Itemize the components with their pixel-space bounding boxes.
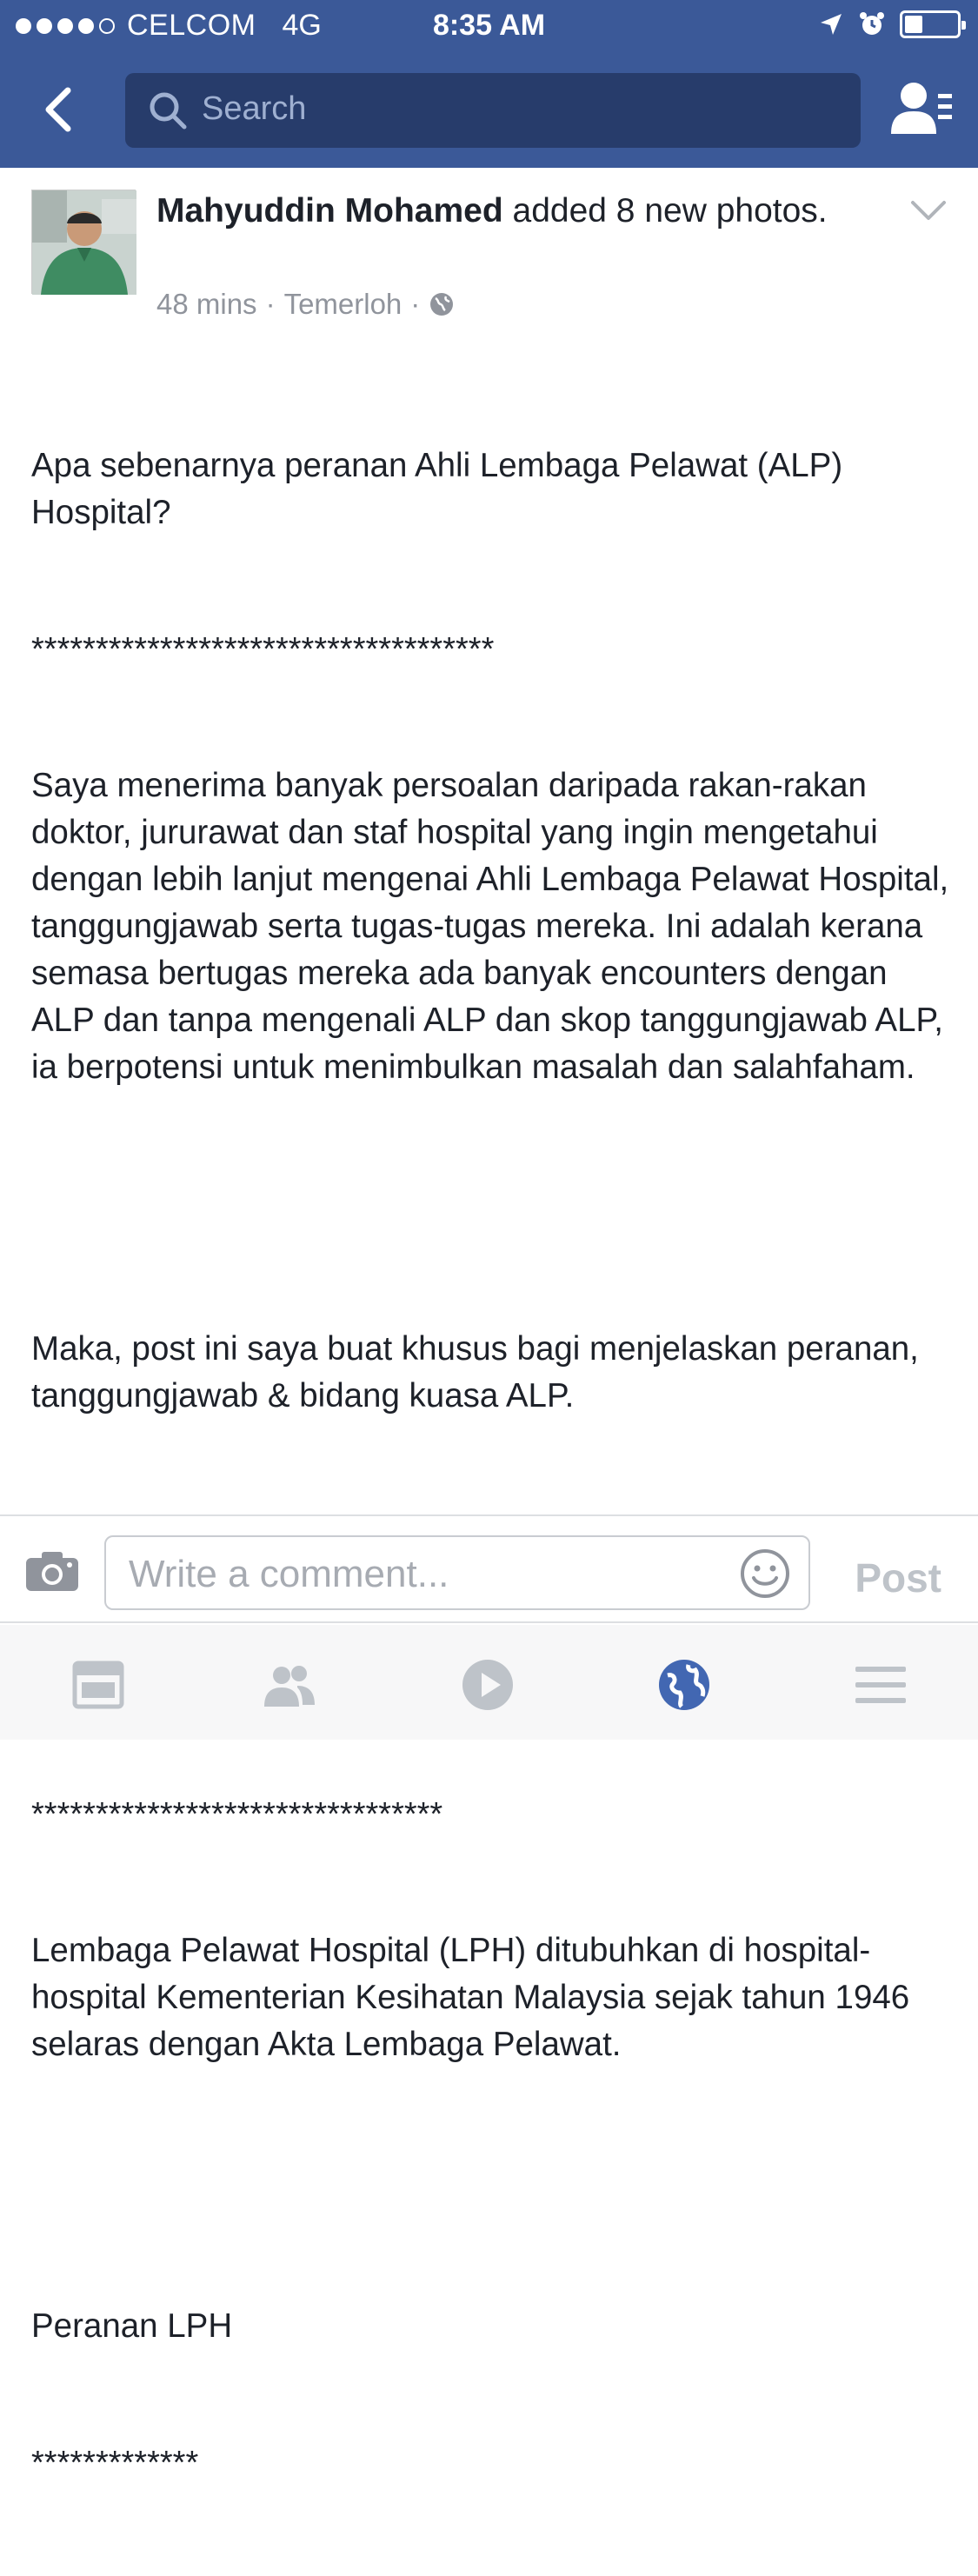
search-input[interactable]: Search xyxy=(202,90,307,127)
avatar-photo xyxy=(32,190,136,295)
battery-fill xyxy=(905,16,922,33)
alarm-clock-icon xyxy=(858,10,886,38)
post-paragraph: Peranan LPH xyxy=(31,2307,233,2345)
post-paragraph: Apa sebenarnya peranan Ahli Lembaga Pelawat (ALP) Hospital? xyxy=(31,447,852,531)
post-meta xyxy=(156,288,455,321)
bottom-tab-bar xyxy=(0,1625,978,1740)
author-avatar[interactable] xyxy=(31,190,136,294)
battery-icon xyxy=(900,10,961,38)
paragraph-gap xyxy=(31,1185,953,1232)
post-comment-button[interactable]: Post xyxy=(855,1555,941,1601)
paragraph-gap xyxy=(31,2162,953,2209)
search-bar[interactable] xyxy=(125,73,861,148)
comment-placeholder: Write a comment... xyxy=(129,1553,449,1595)
emoji-smiley-icon[interactable] xyxy=(739,1548,791,1600)
post-headline xyxy=(156,189,904,233)
nav-row xyxy=(0,73,978,148)
post-time[interactable]: 48 mins xyxy=(156,288,257,320)
post-action: added 8 new photos. xyxy=(502,192,828,230)
comment-input[interactable] xyxy=(104,1535,810,1610)
camera-icon[interactable] xyxy=(24,1549,80,1593)
menu-tab-icon[interactable] xyxy=(854,1658,908,1712)
post-body xyxy=(31,349,958,2576)
post-divider-stars: ******************************** xyxy=(31,1796,443,1833)
post-paragraph: Saya menerima banyak persoalan daripada rakan-rakan doktor, jururawat dan staf hospital yang ingin mengetahui dengan lebih lanjut mengenai Ahli Lembaga Pelawat Hospital, tanggungjawab serta tugas-tugas mereka. Ini adalah kerana semasa bertugas mereka ada banyak encounters dengan ALP dan tanpa mengenali ALP dan skop tanggungjawab ALP, ia berpotensi untuk menimbulkan masalah dan salahfaham. xyxy=(31,767,958,1086)
post-divider-stars: ************************************ xyxy=(31,631,495,668)
post-location[interactable]: Temerloh xyxy=(283,288,403,320)
app-header xyxy=(0,0,978,168)
search-icon xyxy=(148,90,188,130)
post-paragraph: Lembaga Pelawat Hospital (LPH) ditubuhkan di hospital-hospital Kementerian Kesihatan Malaysia sejak tahun 1946 selaras dengan Akta Lembaga Pelawat. xyxy=(31,1932,919,2063)
location-arrow-icon xyxy=(818,11,844,37)
post-options-chevron-icon[interactable] xyxy=(910,199,947,222)
carrier-name: CELCOM xyxy=(127,9,256,42)
notifications-globe-tab-icon[interactable] xyxy=(657,1658,711,1712)
meta-separator: · xyxy=(265,288,276,320)
meta-separator: · xyxy=(410,288,421,320)
public-globe-icon xyxy=(429,291,455,317)
friend-list-icon[interactable] xyxy=(889,78,954,139)
comment-bar xyxy=(0,1514,978,1623)
video-tab-icon[interactable] xyxy=(461,1658,515,1712)
status-bar xyxy=(0,0,978,52)
post-divider-stars: ************* xyxy=(31,2445,199,2481)
post-paragraph: Maka, post ini saya buat khusus bagi menjelaskan peranan, tanggungjawab & bidang kuasa ALP. xyxy=(31,1330,928,1414)
back-arrow-icon[interactable] xyxy=(35,83,87,136)
status-right xyxy=(818,10,961,38)
status-time: 8:35 AM xyxy=(432,9,546,42)
author-name[interactable]: Mahyuddin Mohamed xyxy=(156,192,503,230)
news-feed-tab-icon[interactable] xyxy=(71,1658,125,1712)
network-type: 4G xyxy=(282,9,322,42)
friends-tab-icon[interactable] xyxy=(263,1658,316,1712)
